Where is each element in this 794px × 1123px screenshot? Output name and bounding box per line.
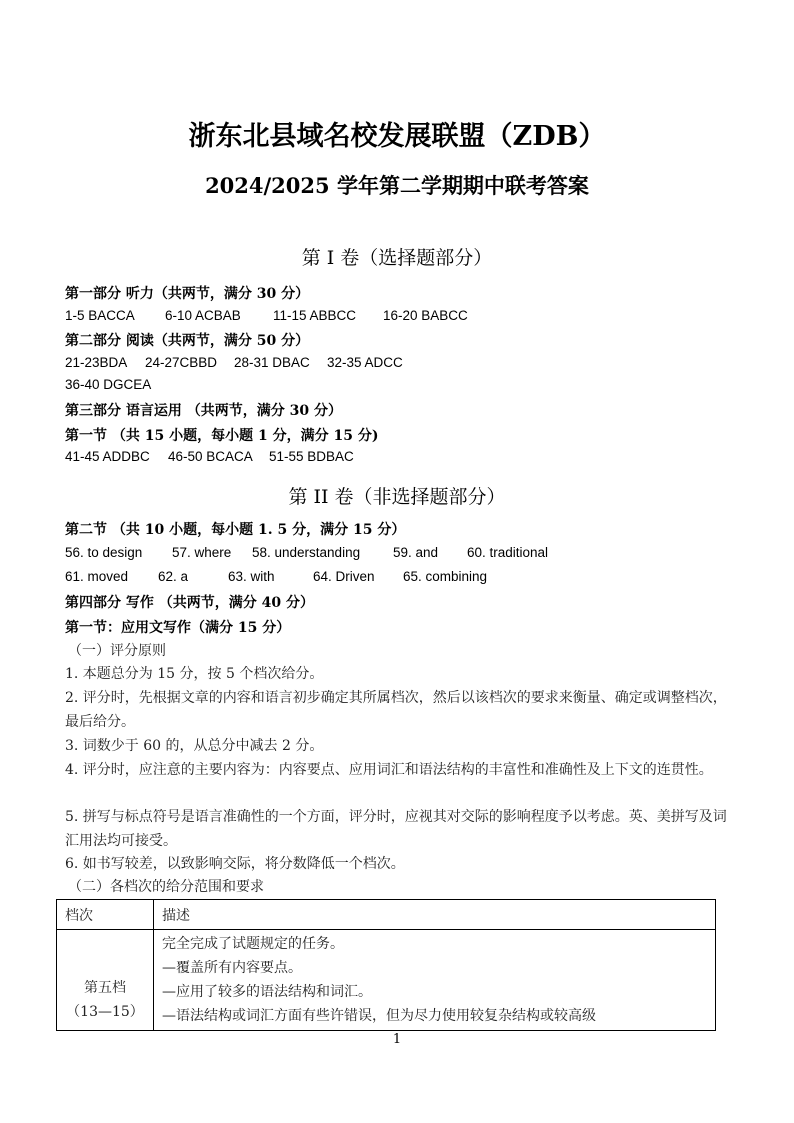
part-4-section-1-heading: 第一节：应用文写作（满分 15 分） [65,620,291,636]
answer-group: 11-15 ABBCC [273,308,357,323]
table-row [57,930,716,1031]
level-range: （13—15） [66,1004,144,1020]
answer-item: 63. with [228,569,275,584]
answer-item: 57. where [172,545,232,560]
levels-title: （二）各档次的给分范围和要求 [68,879,264,895]
level-cell [57,930,154,1031]
answer-group: 6-10 ACBAB [165,308,241,323]
answer-group: 36-40 DGCEA [65,377,152,392]
principle-item: 2. 评分时，先根据文章的内容和语言初步确定其所属档次，然后以该档次的要求来衡量、确定或调整档次，最后给分。 [65,690,727,730]
answer-group: 46-50 BCACA [168,449,253,464]
part-3-heading: 第三部分 语言运用 （共两节，满分 30 分） [65,403,342,419]
answer-group: 41-45 ADDBC [65,449,150,464]
answer-group: 24-27CBBD [145,355,218,370]
volume-1-title: 第 I 卷（选择题部分） [301,247,493,269]
principle-item: 1. 本题总分为 15 分，按 5 个档次给分。 [65,666,324,682]
principles-title: （一）评分原则 [68,643,166,659]
volume-2-title: 第 II 卷（非选择题部分） [288,486,506,508]
part-4-heading: 第四部分 写作 （共两节，满分 40 分） [65,595,314,611]
part-2-heading: 第二部分 阅读（共两节，满分 50 分） [65,333,310,349]
answer-item: 62. a [158,569,189,584]
header-level: 档次 [57,900,154,930]
answer-item: 61. moved [65,569,129,584]
section-2-heading: 第二节 （共 10 小题，每小题 1. 5 分，满分 15 分） [65,522,406,538]
principle-item: 6. 如书写较差，以致影响交际，将分数降低一个档次。 [65,856,405,872]
answer-item: 60. traditional [467,545,549,560]
level-name: 第五档 [84,980,126,996]
answer-item: 65. combining [403,569,488,584]
table-header-row [57,900,716,930]
answer-group: 32-35 ADCC [327,355,403,370]
description-line: —覆盖所有内容要点。 [162,960,302,976]
description-cell [154,930,716,1031]
answer-group: 1-5 BACCA [65,308,135,323]
answer-group: 21-23BDA [65,355,128,370]
description-line: 完全完成了试题规定的任务。 [162,936,344,952]
document-title: 浙东北县域名校发展联盟（ZDB） [188,121,606,152]
answer-item: 58. understanding [252,545,361,560]
answer-group: 28-31 DBAC [234,355,310,370]
header-description: 描述 [154,900,716,930]
answer-item: 56. to design [65,545,143,560]
answer-item: 64. Driven [313,569,375,584]
answer-group: 16-20 BABCC [383,308,468,323]
principle-item: 4. 评分时，应注意的主要内容为：内容要点、应用词汇和语法结构的丰富性和准确性及上下文的连贯性。 [65,762,713,778]
part-1-heading: 第一部分 听力（共两节，满分 30 分） [65,286,310,302]
part-3-section-1-heading: 第一节 （共 15 小题，每小题 1 分，满分 15 分) [65,428,379,444]
principle-item: 3. 词数少于 60 的，从总分中减去 2 分。 [65,738,324,754]
page-number: 1 [392,1032,402,1047]
answer-group: 51-55 BDBAC [269,449,354,464]
description-line: —应用了较多的语法结构和词汇。 [162,984,372,1000]
grading-table [56,899,716,1031]
exam-subtitle: 2024/2025 学年第二学期期中联考答案 [205,173,589,198]
description-line: —语法结构或词汇方面有些许错误，但为尽力使用较复杂结构或较高级 [162,1008,596,1024]
principle-item: 5. 拼写与标点符号是语言准确性的一个方面，评分时，应视其对交际的影响程度予以考虑。英、美拼写及词汇用法均可接受。 [65,809,727,849]
answer-item: 59. and [393,545,439,560]
